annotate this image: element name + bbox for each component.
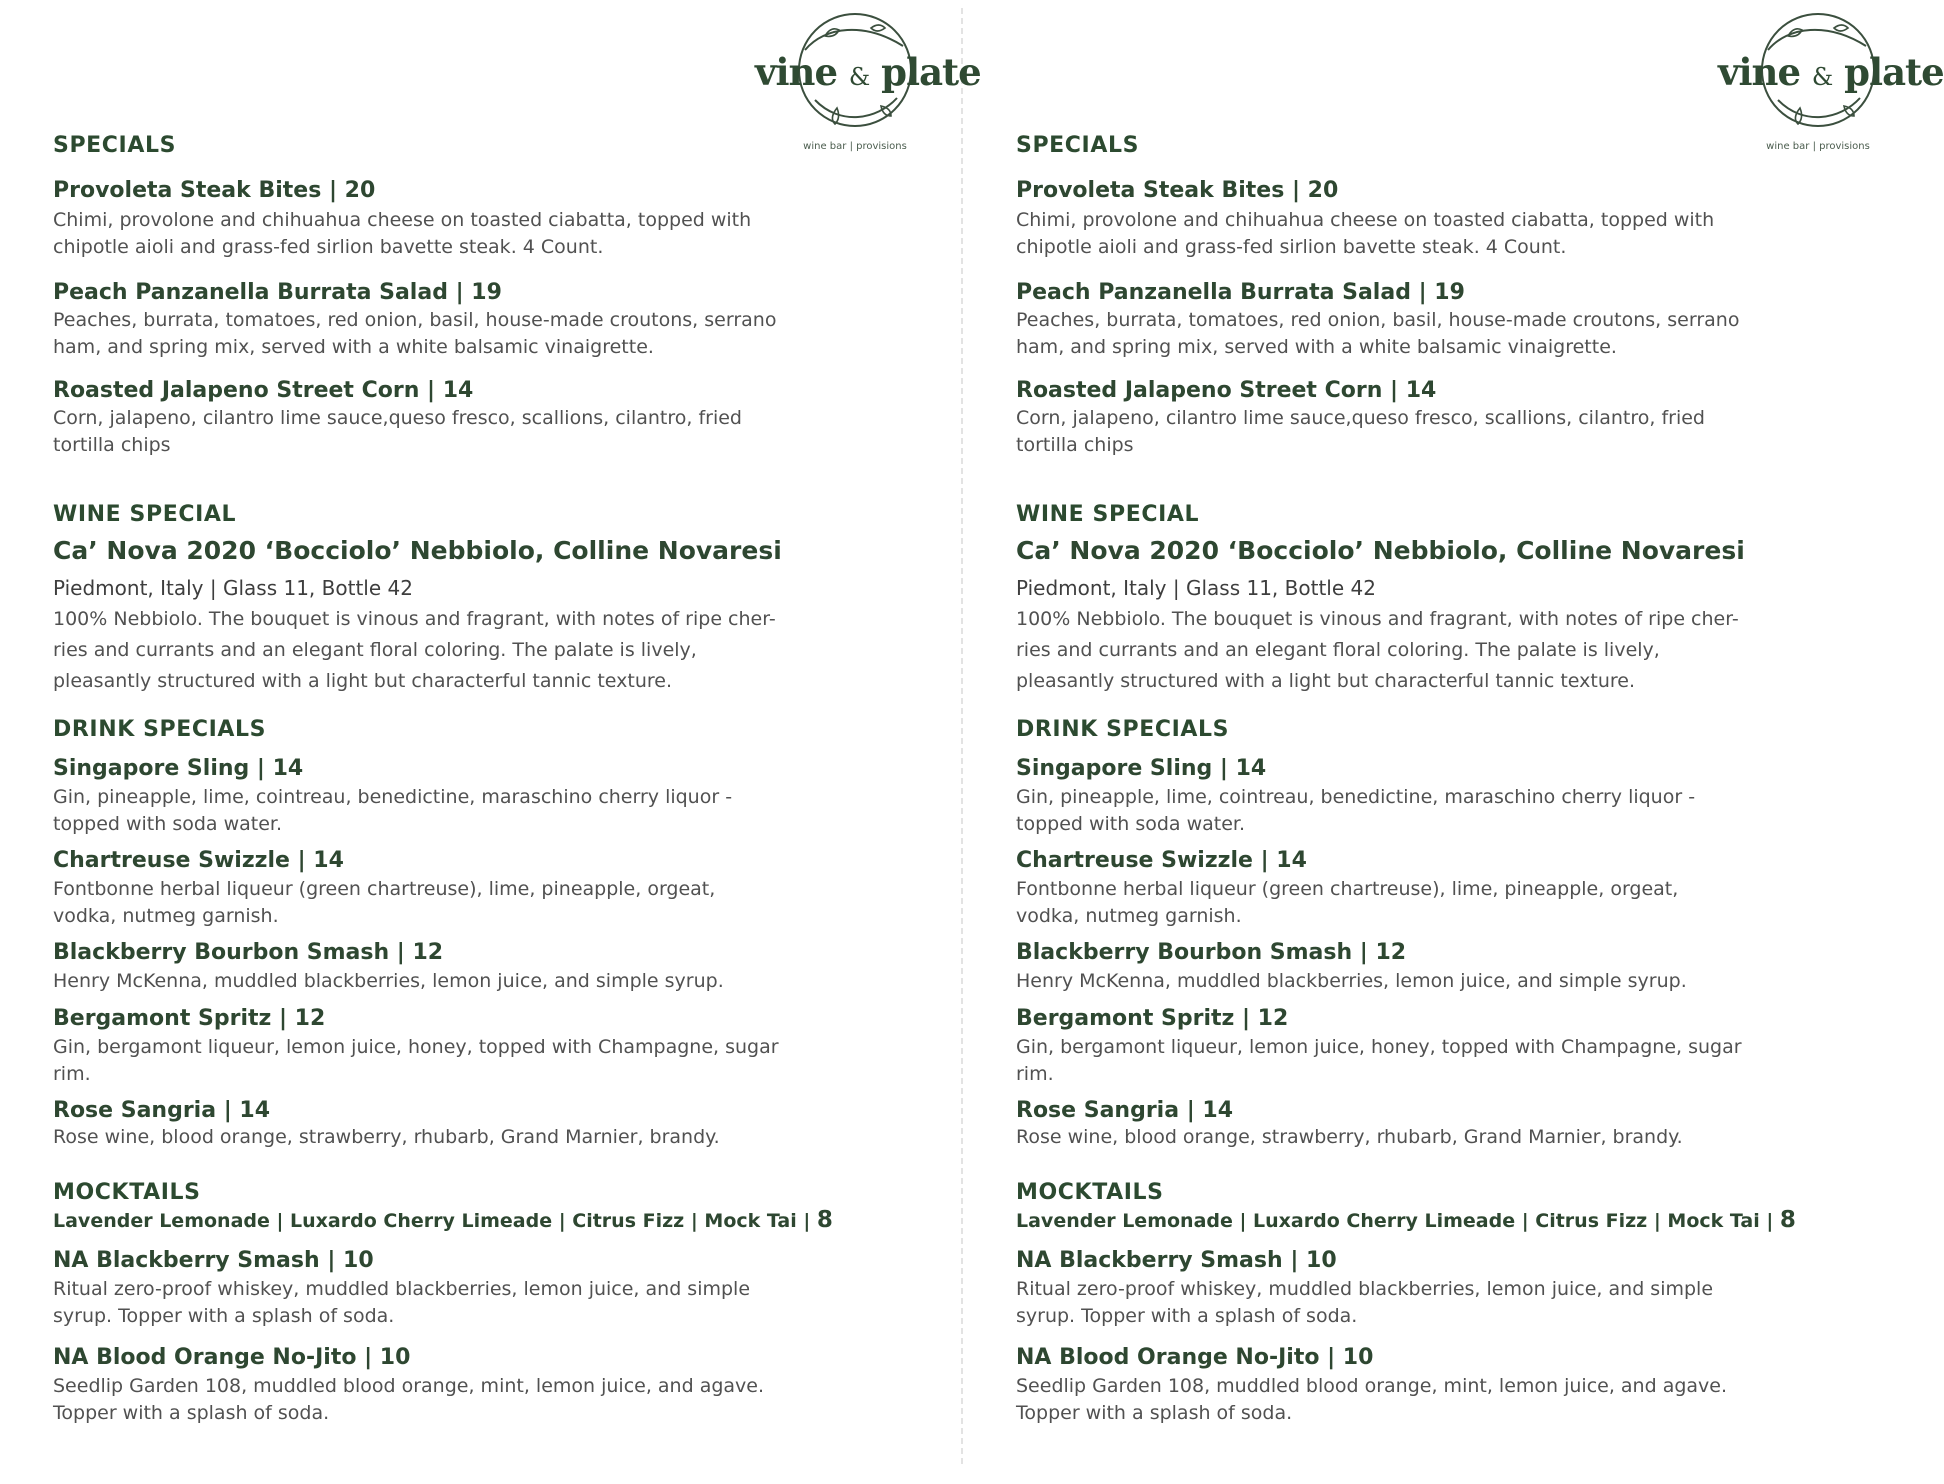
mocktail-item-description: Ritual zero-proof whiskey, muddled blackberries, lemon juice, and simple syrup. Topper with a splash of soda. <box>1016 1278 1714 1327</box>
mocktail-item-name: NA Blood Orange No-Jito | 10 <box>1016 1345 1374 1370</box>
mocktails-heading: MOCKTAILS <box>53 1180 201 1205</box>
special-item-description: Corn, jalapeno, cilantro lime sauce,queso fresco, scallions, cilantro, fried tortilla chips <box>1016 407 1705 456</box>
logo <box>755 8 981 158</box>
drink-item-name: Rose Sangria | 14 <box>53 1098 271 1123</box>
mocktail-item-description: Seedlip Garden 108, muddled blood orange, mint, lemon juice, and agave. Topper with a splash of soda. <box>53 1375 765 1424</box>
drink-specials-heading: DRINK SPECIALS <box>53 717 267 742</box>
special-item-name: Peach Panzanella Burrata Salad | 19 <box>53 280 502 305</box>
drink-item-name: Chartreuse Swizzle | 14 <box>1016 848 1307 873</box>
wine-special-name: Ca’ Nova 2020 ‘Bocciolo’ Nebbiolo, Colline Novaresi <box>1016 536 1745 565</box>
special-item-description: Chimi, provolone and chihuahua cheese on toasted ciabatta, topped with chipotle aioli and grass-fed sirlion bavette steak. 4 Count. <box>53 209 752 258</box>
drink-item-name: Bergamont Spritz | 12 <box>1016 1006 1289 1031</box>
drink-item-name: Singapore Sling | 14 <box>1016 756 1267 781</box>
mocktail-item-description: Ritual zero-proof whiskey, muddled blackberries, lemon juice, and simple syrup. Topper with a splash of soda. <box>53 1278 751 1327</box>
special-item-description: Chimi, provolone and chihuahua cheese on toasted ciabatta, topped with chipotle aioli and grass-fed sirlion bavette steak. 4 Count. <box>1016 209 1715 258</box>
drink-item-description: Rose wine, blood orange, strawberry, rhubarb, Grand Marnier, brandy. <box>53 1126 720 1148</box>
special-item-name: Provoleta Steak Bites | 20 <box>1016 178 1339 203</box>
drink-item-description: Henry McKenna, muddled blackberries, lemon juice, and simple syrup. <box>53 970 724 992</box>
wine-special-heading: WINE SPECIAL <box>53 502 237 527</box>
logo-wordmark: vine & plate <box>755 50 981 94</box>
mocktail-item-name: NA Blackberry Smash | 10 <box>53 1248 374 1273</box>
mocktail-item-description: Seedlip Garden 108, muddled blood orange, mint, lemon juice, and agave. Topper with a splash of soda. <box>1016 1375 1728 1424</box>
wine-special-description: 100% Nebbiolo. The bouquet is vinous and fragrant, with notes of ripe cher- ries and currants and an elegant floral coloring. The palate is lively, pleasantly structured with a light but characterful tannic texture. <box>1016 608 1739 692</box>
drink-item-description: Gin, bergamont liqueur, lemon juice, honey, topped with Champagne, sugar rim. <box>53 1036 779 1085</box>
specials-heading: SPECIALS <box>53 133 177 158</box>
drink-specials-heading: DRINK SPECIALS <box>1016 717 1230 742</box>
mocktails-heading: MOCKTAILS <box>1016 1180 1164 1205</box>
drink-item-name: Blackberry Bourbon Smash | 12 <box>53 940 444 965</box>
special-item-name: Peach Panzanella Burrata Salad | 19 <box>1016 280 1465 305</box>
special-item-description: Corn, jalapeno, cilantro lime sauce,queso fresco, scallions, cilantro, fried tortilla chips <box>53 407 742 456</box>
drink-item-description: Henry McKenna, muddled blackberries, lemon juice, and simple syrup. <box>1016 970 1687 992</box>
drink-item-description: Gin, pineapple, lime, cointreau, benedictine, maraschino cherry liquor - topped with soda water. <box>1016 786 1696 835</box>
mocktail-list: Lavender Lemonade | Luxardo Cherry Limeade | Citrus Fizz | Mock Tai | 8 <box>53 1207 833 1233</box>
drink-item-description: Fontbonne herbal liqueur (green chartreuse), lime, pineapple, orgeat, vodka, nutmeg garnish. <box>53 878 716 927</box>
drink-item-description: Rose wine, blood orange, strawberry, rhubarb, Grand Marnier, brandy. <box>1016 1126 1683 1148</box>
special-item-name: Provoleta Steak Bites | 20 <box>53 178 376 203</box>
logo-tagline: wine bar | provisions <box>803 141 907 152</box>
drink-item-name: Singapore Sling | 14 <box>53 756 304 781</box>
drink-item-name: Rose Sangria | 14 <box>1016 1098 1234 1123</box>
logo-wordmark: vine & plate <box>1718 50 1944 94</box>
drink-item-name: Chartreuse Swizzle | 14 <box>53 848 344 873</box>
wine-special-heading: WINE SPECIAL <box>1016 502 1200 527</box>
mocktail-list: Lavender Lemonade | Luxardo Cherry Limeade | Citrus Fizz | Mock Tai | 8 <box>1016 1207 1796 1233</box>
wine-special-name: Ca’ Nova 2020 ‘Bocciolo’ Nebbiolo, Colline Novaresi <box>53 536 782 565</box>
drink-item-description: Fontbonne herbal liqueur (green chartreuse), lime, pineapple, orgeat, vodka, nutmeg garnish. <box>1016 878 1679 927</box>
specials-heading: SPECIALS <box>1016 133 1140 158</box>
logo <box>1718 8 1944 158</box>
special-item-name: Roasted Jalapeno Street Corn | 14 <box>1016 378 1437 403</box>
drink-item-name: Bergamont Spritz | 12 <box>53 1006 326 1031</box>
wine-special-origin: Piedmont, Italy | Glass 11, Bottle 42 <box>53 576 413 600</box>
drink-item-name: Blackberry Bourbon Smash | 12 <box>1016 940 1407 965</box>
logo-tagline: wine bar | provisions <box>1766 141 1870 152</box>
special-item-name: Roasted Jalapeno Street Corn | 14 <box>53 378 474 403</box>
special-item-description: Peaches, burrata, tomatoes, red onion, basil, house-made croutons, serrano ham, and spring mix, served with a white balsamic vinaigrette. <box>53 309 777 358</box>
menu-page-right <box>963 0 1944 1484</box>
wine-special-origin: Piedmont, Italy | Glass 11, Bottle 42 <box>1016 576 1376 600</box>
wine-special-description: 100% Nebbiolo. The bouquet is vinous and fragrant, with notes of ripe cher- ries and currants and an elegant floral coloring. The palate is lively, pleasantly structured with a light but characterful tannic texture. <box>53 608 776 692</box>
drink-item-description: Gin, bergamont liqueur, lemon juice, honey, topped with Champagne, sugar rim. <box>1016 1036 1742 1085</box>
drink-item-description: Gin, pineapple, lime, cointreau, benedictine, maraschino cherry liquor - topped with soda water. <box>53 786 733 835</box>
special-item-description: Peaches, burrata, tomatoes, red onion, basil, house-made croutons, serrano ham, and spring mix, served with a white balsamic vinaigrette. <box>1016 309 1740 358</box>
mocktail-item-name: NA Blackberry Smash | 10 <box>1016 1248 1337 1273</box>
mocktail-item-name: NA Blood Orange No-Jito | 10 <box>53 1345 411 1370</box>
